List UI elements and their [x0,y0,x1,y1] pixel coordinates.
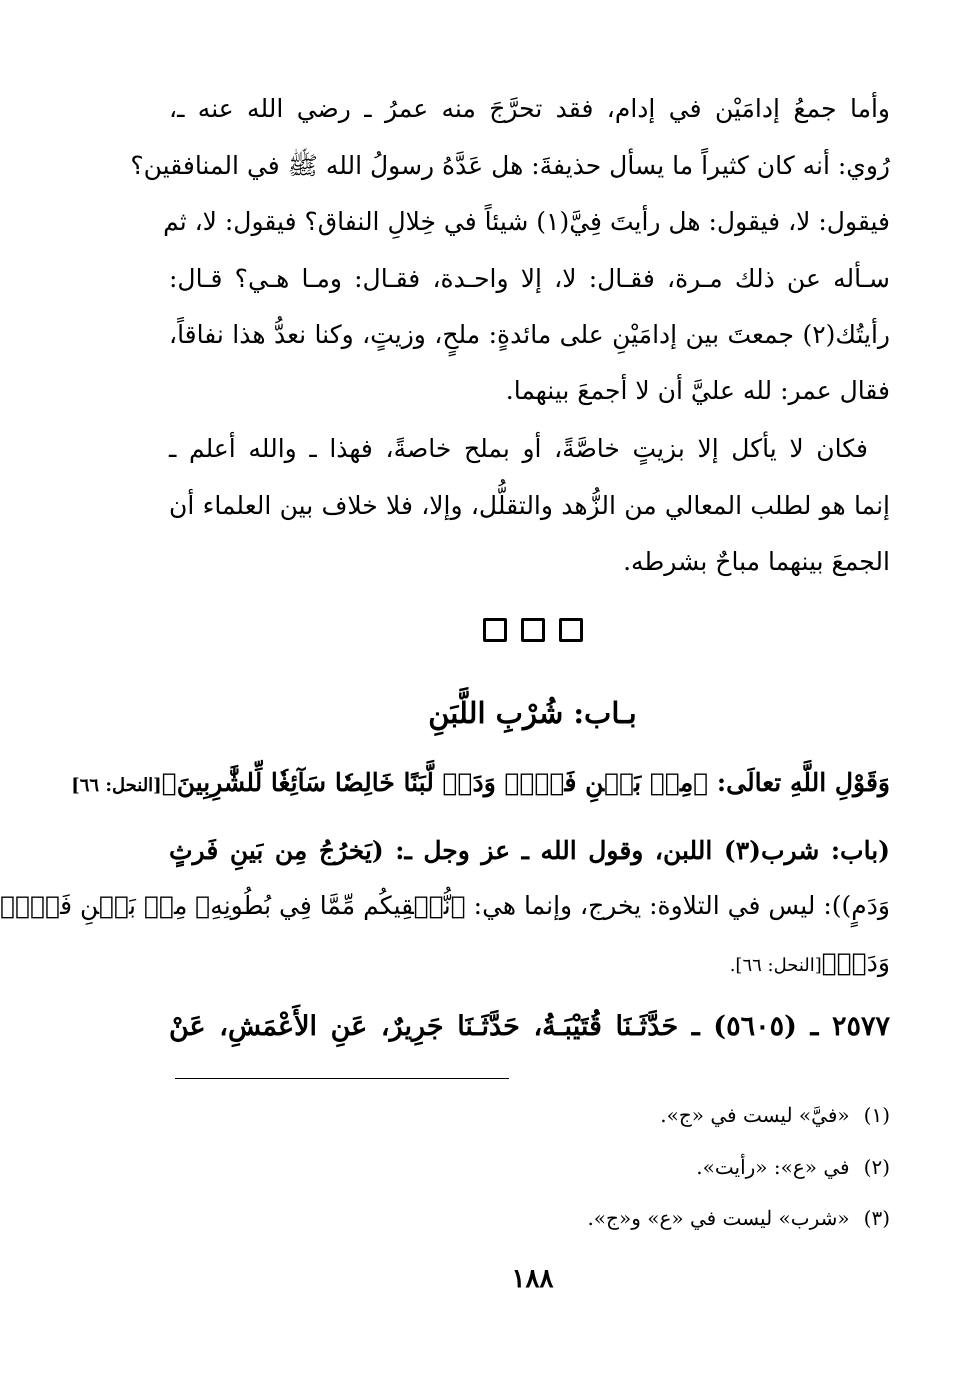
text-line: فقال عمر: لله عليَّ أن لا أجمعَ بينهما. [505,376,890,405]
text-line: وَدَمٍ)): ليس في التلاوة: يخرج، وإنما هي: ﴿نُّسۡقِيكُم مِّمَّا فِي بُطُونِهِۦ مِنۢ بَيۡنِ فَرۡثٖ [0,891,890,920]
verse-reference: [النحل: ٦٦]. [729,955,822,976]
footnote-divider [175,1078,509,1079]
verse-text: وَدَمٖ﴾ [821,948,890,977]
hadith-line: ٢٥٧٧ ـ (٥٦٠٥) ـ حَدَّثَـنَا قُتَيْبَـةُ، حَدَّثَـنَا جَرِيرٌ، عَنِ الأَعْمَشِ، عَنْ [169,1011,890,1042]
text-line: فيقول: لا، فيقول: هل رأيتَ فِيَّ(١) شيئاً في خِلالِ النفاق؟ فيقول: لا، ثم [163,207,890,236]
footnote [696,1155,890,1179]
text-line: رأيتُك(٢) جمعتَ بين إدامَيْنِ على مائدةٍ: ملحٍ، وزيتٍ، وكنا نعدُّ هذا نفاقاً، [169,320,890,349]
square-ornament-icon [521,618,545,642]
footnote-number: (٣) [863,1206,890,1230]
text-line [169,950,890,975]
footnote-number: (٢) [863,1155,890,1179]
footnote [660,1103,890,1127]
square-ornament-icon [483,618,507,642]
footnote [587,1206,890,1230]
footnote-text: «فيَّ» ليست في «ج». [660,1103,850,1127]
footnote-text: «شرب» ليست في «ع» و«ج». [587,1206,850,1230]
verse-text: وَقَوْلِ اللَّهِ تعالَى: ﴿مِنۢ بَيۡنِ فَرۡثٖ وَدَمٖ لَّبَنًا خَالِصٗا سَآئِغٗا لِّلشَّٰرِبِينَ﴾ [161,768,890,797]
text-line: (باب: شرب(٣) اللبن، وقول الله ـ عز وجل ـ: (يَخرُجُ مِن بَينِ فَرثٍ [169,836,890,865]
text-line: فكان لا يأكل إلا بزيتٍ خاصَّةً، أو بملح خاصةً، فهذا ـ والله أعلم ـ [169,434,868,463]
verse-reference: [النحل: ٦٦] [71,775,162,796]
text-line: الجمعَ بينهما مباحٌ بشرطه. [623,547,890,576]
text-line: وأما جمعُ إدامَيْن في إدام، فقد تحرَّجَ منه عمرُ ـ رضي الله عنه ـ، [169,94,890,123]
square-ornament-icon [559,618,583,642]
text-line: سـأله عن ذلك مـرة، فقـال: لا، إلا واحـدة، فقـال: ومـا هـي؟ قـال: [169,264,890,293]
text-line: إنما هو لطلب المعالي من الزُّهد والتقلُّل، وإلا، فلا خلاف بين العلماء أن [169,491,890,520]
section-separator [93,618,972,646]
page-number: ١٨٨ [511,1264,554,1294]
footnote-text: في «ع»: «رأيت». [696,1155,850,1179]
verse-line [71,768,890,797]
footnote-number: (١) [863,1103,890,1127]
text-line: رُوي: أنه كان كثيراً ما يسأل حذيفةَ: هل عَدَّهُ رسولُ الله ﷺ في المنافقين؟ [130,151,890,180]
section-heading: بـاب: شُرْبِ اللَّبَنِ [428,696,637,730]
